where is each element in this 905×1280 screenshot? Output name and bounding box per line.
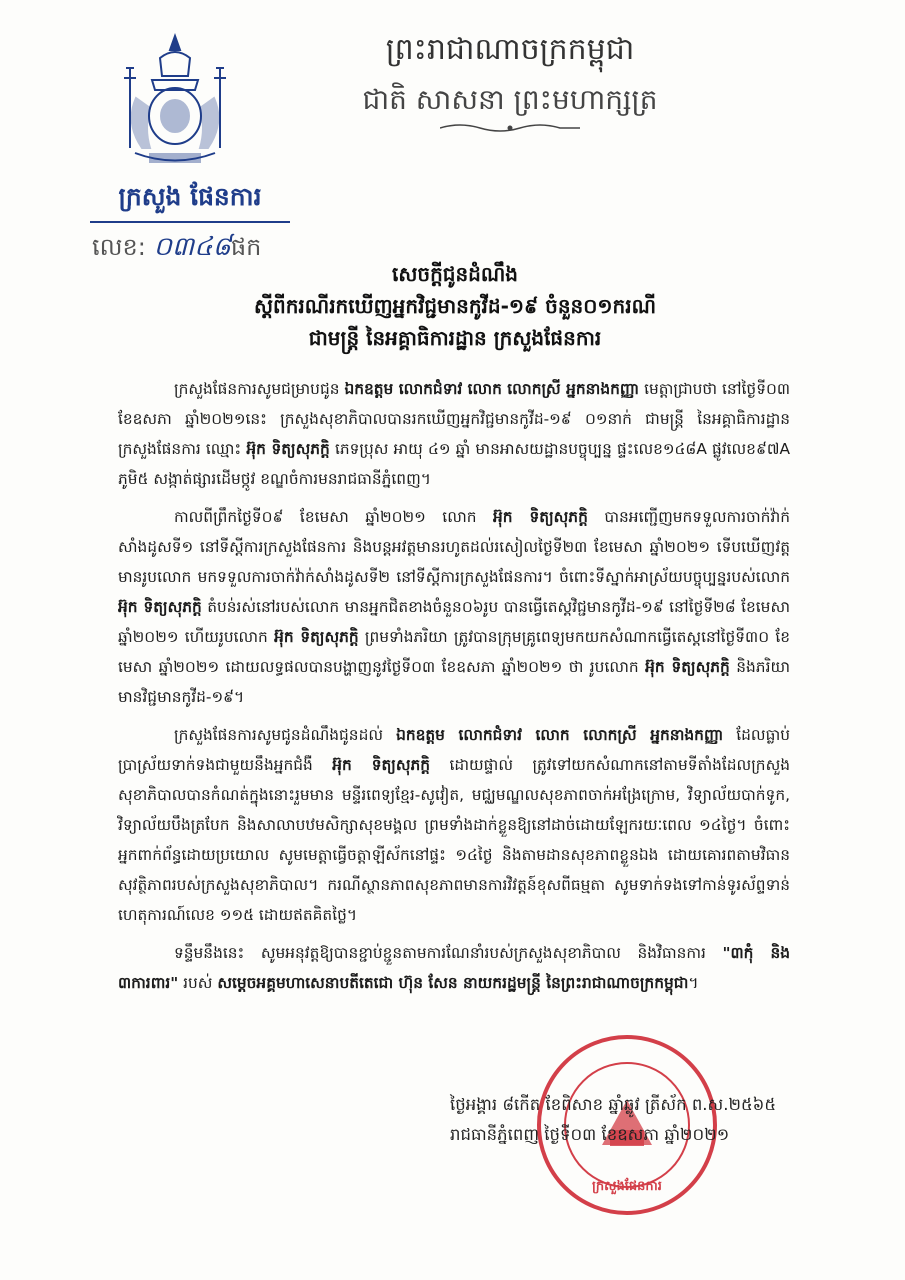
bold-run: ឯកឧត្តម លោកជំទាវ លោក លោកស្រី អ្នកនាងកញ្ញា: [396, 726, 724, 744]
paragraph-4: [118, 938, 790, 998]
text-run: របស់: [178, 974, 218, 992]
notice-body: [118, 374, 790, 1006]
person-name: អ៊ុក ទិត្យសុភក្តិ: [332, 756, 431, 774]
text-run: និងភរិយា មានវិជ្ជមានកូវីដ-១៩។: [118, 658, 790, 706]
text-run: ភេទប្រុស អាយុ ៤១ ឆ្នាំ មានអាសយដ្ឋានបច្ចុប្បន្ន ផ្ទះលេខ១៤៨A ផ្លូវលេខ៩៧A ភូមិ៥ សង្កាត់ផ្សារដើមថ្កូវ ខណ្ឌចំការមនរាជធានីភ្នំពេញ។: [118, 440, 790, 488]
text-run: តំបន់រស់នៅរបស់លោក មានអ្នកជិតខាងចំនួន០៦រូប បានធ្វើតេស្តវិជ្ជមានកូវីដ-១៩ នៅថ្ងៃទី២៨ ខែមេសា ឆ្នាំ២០២១ ហើយរូបលោក: [118, 598, 790, 646]
title-line-3: ជាមន្ត្រី នៃអគ្គាធិការដ្ឋាន ក្រសួងផែនការ: [308, 326, 602, 350]
date-block: [450, 1090, 840, 1150]
person-name: អ៊ុក ទិត្យសុភក្តិ: [118, 598, 202, 616]
ref-suffix: ផក: [230, 233, 262, 261]
person-name: អ៊ុក ទិត្យសុភក្តិ: [493, 508, 588, 526]
bold-run: ឯកឧត្តម លោកជំទាវ លោក លោកស្រី អ្នកនាងកញ្ញា: [344, 380, 640, 398]
person-name: អ៊ុក ទិត្យសុភក្តិ: [246, 440, 330, 458]
notice-title: [150, 258, 760, 354]
national-motto: ជាតិ សាសនា ព្រះមហាក្សត្រ: [362, 83, 658, 116]
text-run: មេត្តាជ្រាបថា នៅថ្ងៃទី០៣ ខែឧសភា ឆ្នាំ២០២១នេះ ក្រសួងសុខាភិបាលបានរកឃើញអ្នកវិជ្ជមានកូវីដ-១៩ ០១នាក់ ជាមន្ត្រី នៃអគ្គាធិការដ្ឋាន ក្រសួងផែនការ ឈ្មោះ: [118, 380, 791, 458]
text-run: ។: [688, 974, 699, 992]
royal-arms-emblem: [100, 28, 250, 178]
solar-date: រាជធានីភ្នំពេញ ថ្ងៃទី០៣ ខែឧសភា ឆ្នាំ២០២១: [450, 1125, 730, 1144]
text-run: ព្រមទាំងភរិយា ត្រូវបានក្រុមគ្រូពេទ្យមកយកសំណាកធ្វើតេស្តនៅថ្ងៃទី៣០ ខែមេសា ឆ្នាំ២០២១ ដោយលទ្ធផលបានបង្ហាញនូវថ្ងៃទី០៣ ខែឧសភា ឆ្នាំ២០២១ ថា រូបលោក: [118, 628, 791, 676]
text-run: ដែលធ្លាប់ប្រាស្រ័យទាក់ទងជាមួយនឹងអ្នកជំងឺ: [118, 726, 790, 774]
title-line-1: សេចក្តីជូនដំណឹង: [392, 262, 518, 286]
paragraph-1: [118, 374, 790, 494]
text-run: ក្រសួងផែនការសូមជម្រាបជូន: [174, 380, 345, 398]
ref-number-handwritten: ០៣៤៨: [153, 232, 231, 262]
stamp-text: ក្រសួងផែនការ: [592, 1179, 662, 1194]
ministry-name: ក្រសួង ផែនការ: [90, 182, 290, 223]
text-run: ដោយផ្ទាល់ ត្រូវទៅយកសំណាកនៅតាមទីតាំងដែលក្រសួងសុខាភិបាលបានកំណត់ក្នុងនោះរួមមាន មន្ទីរពេទ្យខ្មែរ-សូវៀត, មជ្ឈមណ្ឌលសុខភាពចាក់អង្រែក្រោម, វិទ្យាល័យបាក់ទូក, វិទ្យាល័យបឹងត្របែក និងសាលាបឋមសិក្សាសុខមង្គល ព្រមទាំងដាក់ខ្លួនឱ្យនៅដាច់ដោយឡែករយៈពេល ១៤ថ្ងៃ។ ចំពោះអ្នកពាក់ព័ន្ធដោយប្រយោល សូមមេត្តាធ្វើចត្តាឡីស័កនៅផ្ទះ ១៤ថ្ងៃ និងតាមដានសុខភាពខ្លួនឯង ដោយគោរពតាមវិធានសុវត្ថិភាពរបស់ក្រសួងសុខាភិបាល។ ករណីស្ថានភាពសុខភាពមានការវិវត្តន៍ខុសពីធម្មតា សូមទាក់ទងទៅកាន់ទូរស័ព្ទទាន់ហេតុការណ៍លេខ ១១៥ ដោយឥតគិតថ្លៃ។: [118, 756, 790, 924]
lunar-date: ថ្ងៃអង្គារ ៨កើត ខែពិសាខ ឆ្នាំឆ្លូវ ត្រីស័ក ព.ស.២៥៦៥: [450, 1095, 777, 1114]
paragraph-3: [118, 720, 790, 930]
person-name: អ៊ុក ទិត្យសុភក្តិ: [645, 658, 730, 676]
ref-label: លេខ:: [92, 233, 146, 261]
bold-run: សម្តេចអគ្គមហាសេនាបតីតេជោ ហ៊ុន សែន នាយករដ្ឋមន្ត្រី នៃព្រះរាជាណាចក្រកម្ពុជា: [217, 974, 689, 992]
text-run: កាលពីព្រឹកថ្ងៃទី០៩ ខែមេសា ឆ្នាំ២០២១ លោក: [174, 508, 494, 526]
text-run: ក្រសួងផែនការសូមជូនដំណឹងជូនដល់: [174, 726, 397, 744]
title-line-2: ស្តីពីករណីរកឃើញអ្នកវិជ្ជមានកូវីដ-១៩ ចំនួន០១ករណី: [254, 294, 656, 318]
kingdom-heading: ព្រះរាជាណាចក្រកម្ពុជា: [385, 32, 635, 67]
text-run: បានអញ្ជើញមកទទួលការចាក់វ៉ាក់សាំងដូសទី១ នៅទីស្តីការក្រសួងផែនការ និងបន្តអវត្តមានរហូតដល់រសៀលថ្ងៃទី២៣ ខែមេសា ឆ្នាំ២០២១ ទើបឃើញវត្តមានរូបលោក មកទទួលការចាក់វ៉ាក់សាំងដូសទី២ នៅទីស្តីការក្រសួងផែនការ។ ចំពោះទីស្នាក់អាស្រ័យបច្ចុប្បន្នរបស់លោក: [118, 508, 790, 586]
text-run: ទន្ទឹមនឹងនេះ សូមអនុវត្តឱ្យបានខ្ជាប់ខ្ជួនតាមការណែនាំរបស់ក្រសួងសុខាភិបាល និងវិធានការ: [174, 944, 723, 962]
person-name: អ៊ុក ទិត្យសុភក្តិ: [274, 628, 359, 646]
paragraph-2: [118, 502, 790, 712]
bold-run: "៣កុំ និង ៣ការពារ": [118, 944, 790, 992]
ornament-divider: [440, 122, 580, 134]
